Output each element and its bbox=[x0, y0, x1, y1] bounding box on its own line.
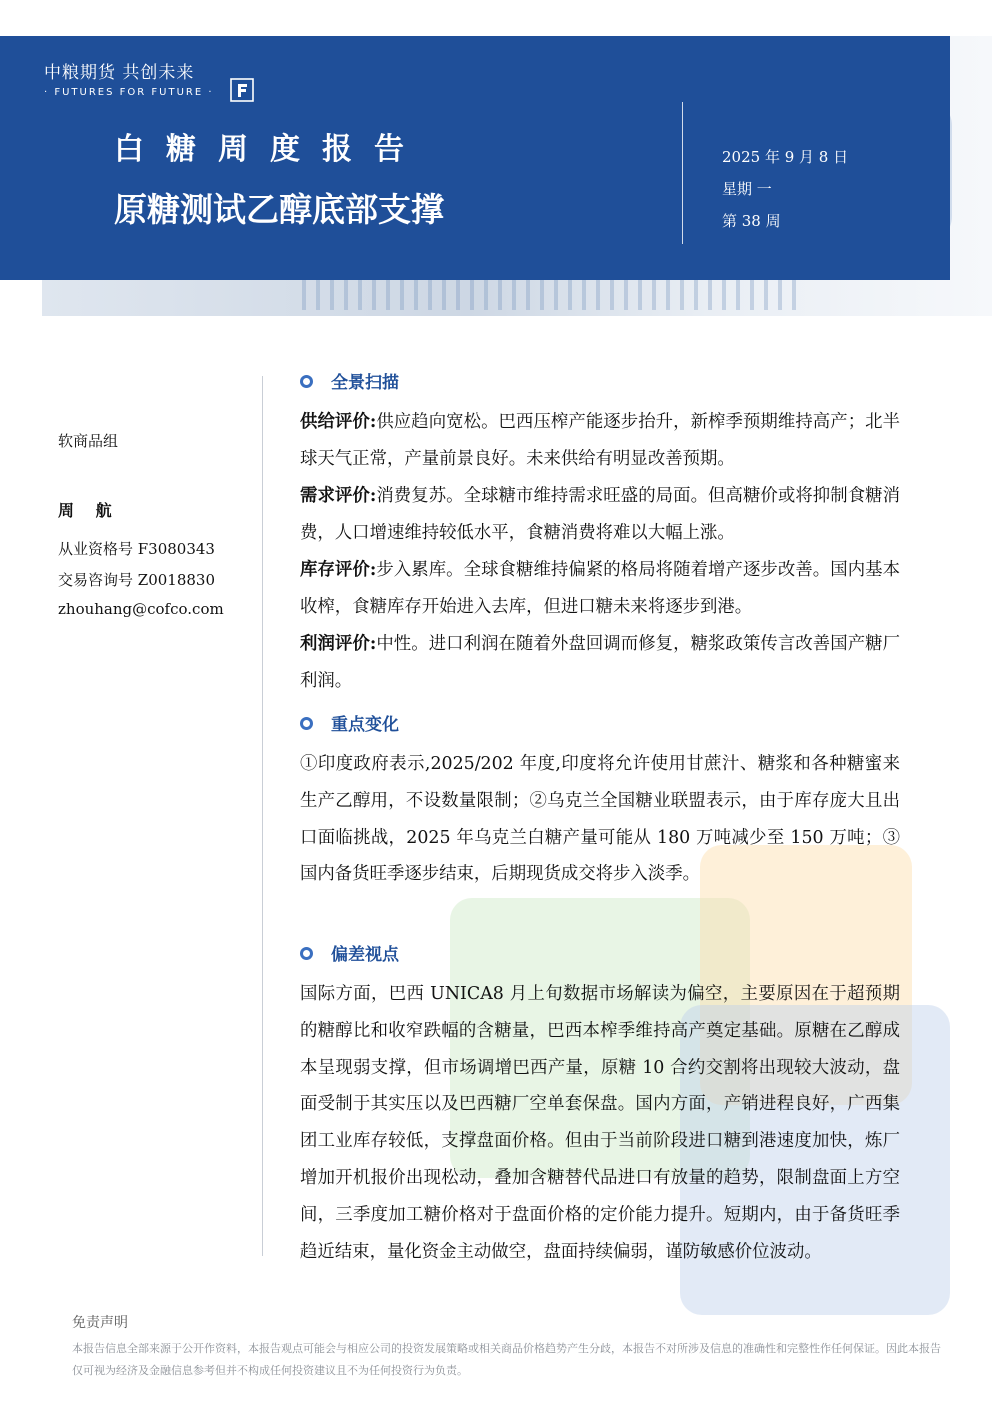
inventory-evaluation bbox=[300, 552, 900, 626]
bullet-icon bbox=[300, 717, 313, 730]
report-weekday: 星期 一 bbox=[722, 180, 772, 198]
demand-evaluation bbox=[300, 478, 900, 552]
header-divider bbox=[682, 102, 683, 244]
company-logo bbox=[44, 58, 214, 98]
analyst-email: zhouhang@cofco.com bbox=[58, 600, 224, 618]
section-title: 重点变化 bbox=[331, 715, 399, 735]
report-week: 第 38 周 bbox=[722, 212, 781, 230]
item-text: 消费复苏。全球糖市维持需求旺盛的局面。但高糖价或将抑制食糖消费，人口增速维持较低水平，食糖消费将难以大幅上涨。 bbox=[300, 486, 901, 543]
sidebar-divider bbox=[262, 376, 263, 1256]
logo-chinese-text: 中粮期货 共创未来 bbox=[44, 63, 195, 83]
item-label: 利润评价: bbox=[300, 634, 377, 654]
supply-evaluation bbox=[300, 404, 900, 478]
disclaimer-text: 本报告信息全部来源于公开作资料，本报告观点可能会与相应公司的投资发展策略或相关商品价格趋势产生分歧，本报告不对所涉及信息的准确性和完整性作任何保证。因此本报告仅可视为经济及金融信息参考但并不构成任何投资建议且不为任何投资行为负责。 bbox=[72, 1342, 941, 1377]
consulting-number: 交易咨询号 Z0018830 bbox=[58, 571, 215, 589]
analyst-name: 周 航 bbox=[58, 501, 120, 520]
header-banner bbox=[0, 36, 950, 280]
bullet-icon bbox=[300, 947, 313, 960]
disclaimer-title: 免责声明 bbox=[72, 1315, 128, 1331]
report-type: 白糖周度报告 bbox=[114, 132, 426, 167]
section-title: 全景扫描 bbox=[331, 373, 399, 393]
section-heading-key-changes bbox=[300, 710, 399, 735]
key-changes-text: ①印度政府表示,2025/202 年度,印度将允许使用甘蔗汁、糖浆和各种糖蜜来生产乙醇用，不设数量限制；②乌克兰全国糖业联盟表示，由于库存庞大且出口面临挑战，2025 年乌克兰白糖产量可能从 180 万吨减少至 150 万吨；③国内备货旺季逐步结束，后期现货成交将步入淡季。 bbox=[300, 754, 900, 885]
section-heading-overview bbox=[300, 368, 399, 393]
profit-evaluation bbox=[300, 626, 900, 700]
item-label: 供给评价: bbox=[300, 412, 377, 432]
report-date: 2025 年 9 月 8 日 bbox=[722, 148, 849, 166]
item-text: 步入累库。全球食糖维持偏紧的格局将随着增产逐步改善。国内基本收榨，食糖库存开始进入去库，但进口糖未来将逐步到港。 bbox=[300, 560, 901, 617]
logo-mark-icon bbox=[230, 78, 254, 102]
deviation-text: 国际方面，巴西 UNICA8 月上旬数据市场解读为偏空，主要原因在于超预期的糖醇比和收窄跌幅的含糖量，巴西本榨季维持高产奠定基础。原糖在乙醇成本呈现弱支撑，但市场调增巴西产量，原糖 10 合约交割将出现较大波动，盘面受制于其实压以及巴西糖厂空单套保盘。国内方面，产销进程良好，广西集团工业库存较低，支撑盘面价格。但由于当前阶段进口糖到港速度加快，炼厂增加开机报价出现松动，叠加含糖替代品进口有放量的趋势，限制盘面上方空间，三季度加工糖价格对于盘面价格的定价能力提升。短期内，由于备货旺季趋近结束，量化资金主动做空，盘面持续偏弱，谨防敏感价位波动。 bbox=[300, 984, 900, 1262]
section-title: 偏差视点 bbox=[331, 945, 399, 965]
item-text: 中性。进口利润在随着外盘回调而修复，糖浆政策传言改善国产糖厂利润。 bbox=[300, 634, 901, 691]
section-heading-deviation bbox=[300, 940, 399, 965]
item-text: 供应趋向宽松。巴西压榨产能逐步抬升，新榨季预期维持高产；北半球天气正常，产量前景良好。未来供给有明显改善预期。 bbox=[300, 412, 901, 469]
logo-english-text: · FUTURES FOR FUTURE · bbox=[44, 87, 214, 98]
report-title: 原糖测试乙醇底部支撑 bbox=[114, 190, 444, 229]
item-label: 需求评价: bbox=[300, 486, 377, 506]
item-label: 库存评价: bbox=[300, 560, 377, 580]
department: 软商品组 bbox=[58, 432, 119, 450]
bullet-icon bbox=[300, 375, 313, 388]
qualification-number: 从业资格号 F3080343 bbox=[58, 540, 215, 558]
